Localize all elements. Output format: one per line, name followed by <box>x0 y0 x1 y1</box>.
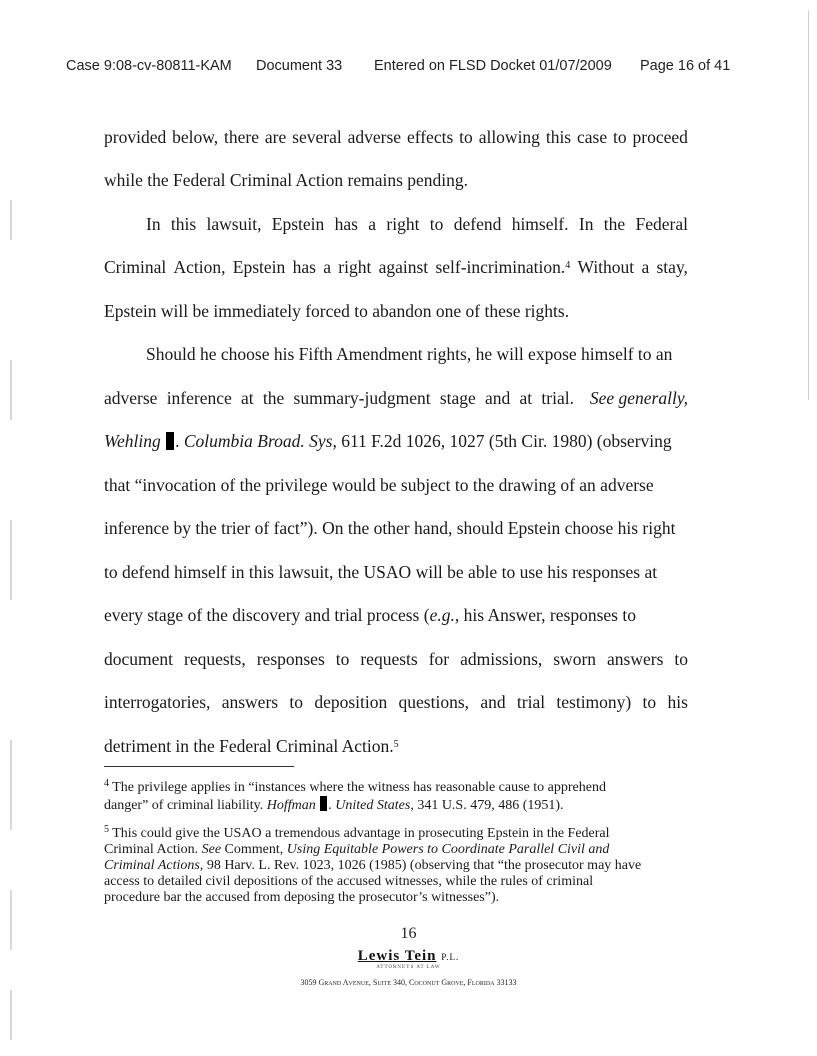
body-line-words <box>104 388 574 409</box>
footnote-5-cont <box>104 842 609 857</box>
word: right <box>338 257 372 277</box>
word: admissions, <box>460 649 543 669</box>
body-line <box>104 736 399 757</box>
citation-signal: See <box>201 842 222 857</box>
docket-entry-date: Entered on FLSD Docket 01/07/2009 <box>374 58 612 74</box>
body-line <box>104 605 636 626</box>
word: trial <box>516 692 546 712</box>
footnote-4 <box>104 780 606 795</box>
word: questions, <box>398 692 470 712</box>
word: Without <box>577 257 635 277</box>
body-line <box>104 692 688 713</box>
word: right <box>386 214 420 234</box>
word: to <box>289 692 304 712</box>
article-title: Criminal Actions, <box>104 858 204 873</box>
word: answers <box>221 692 279 712</box>
word: requests <box>360 649 418 669</box>
footnote-5-cont: procedure bar the accused from deposing the prosecutor’s witnesses”). <box>104 890 500 905</box>
word: adverse <box>104 388 158 408</box>
word: himself. <box>511 214 569 234</box>
firm-subtitle: ATTORNEYS AT LAW <box>376 965 441 970</box>
word: to <box>459 127 473 147</box>
word: this <box>170 214 197 234</box>
redaction-block <box>320 796 327 811</box>
word: Epstein <box>271 214 325 234</box>
word: Federal <box>635 214 688 234</box>
footnote-text: danger” of criminal liability. <box>104 798 267 813</box>
word: case <box>577 127 608 147</box>
word: testimony) <box>556 692 632 712</box>
body-line: inference by the trier of fact”). On the other hand, should Epstein choose his right <box>104 518 676 538</box>
body-line <box>104 649 688 670</box>
page-number: 16 <box>400 925 417 942</box>
word: at <box>519 388 533 408</box>
word: are <box>264 127 287 147</box>
word: trial. <box>541 388 574 408</box>
word: the <box>603 214 626 234</box>
body-line <box>104 257 688 278</box>
word: and <box>485 388 511 408</box>
word: his <box>667 692 688 712</box>
footnote-text: The privilege applies in “instances where the witness has reasonable cause to apprehend <box>112 780 606 795</box>
body-line: to defend himself in this lawsuit, the USAO will be able to use his responses at <box>104 562 658 582</box>
footnote-mark: 5 <box>104 824 109 835</box>
word: Action, <box>173 257 226 277</box>
word: effects <box>406 127 454 147</box>
case-name: Wehling <box>104 431 161 451</box>
word: there <box>224 127 259 147</box>
citation-text: , 611 F.2d 1026, 1027 (5th Cir. 1980) (observing <box>332 431 672 451</box>
page-edge-mark <box>808 10 809 400</box>
word: to <box>335 649 350 669</box>
word: deposition <box>314 692 388 712</box>
body-line <box>104 214 688 235</box>
word: a <box>323 257 331 277</box>
word: a <box>368 214 377 234</box>
firm-address: 3059 Grand Avenue, Suite 340, Coconut Grove, Florida 33133 <box>300 978 517 987</box>
word: has <box>292 257 316 277</box>
firm-logo <box>0 948 817 965</box>
footnote-mark: 4 <box>104 778 109 789</box>
article-title: Using Equitable Powers to Coordinate Parallel Civil and <box>286 842 610 857</box>
word: Epstein <box>232 257 286 277</box>
word: at <box>241 388 254 408</box>
word: proceed <box>632 127 688 147</box>
page-indicator: Page 16 of 41 <box>640 58 731 74</box>
footnote-text: Comment, <box>221 842 287 857</box>
word: to <box>674 649 688 669</box>
word: several <box>292 127 342 147</box>
footnote-5-cont: access to detailed civil depositions of the accused witnesses, while the rules of criminal <box>104 874 594 889</box>
body-line: Epstein will be immediately forced to abandon one of these rights. <box>104 301 570 321</box>
word: allowing <box>478 127 540 147</box>
word: responses <box>256 649 325 669</box>
word: the <box>262 388 285 408</box>
body-line: that “invocation of the privilege would be subject to the drawing of an adverse <box>104 475 654 495</box>
scan-margin-mark <box>10 360 12 420</box>
body-line: Wehling . Columbia Broad. Sys, 611 F.2d 1026, 1027 (5th Cir. 1980) (observing <box>104 431 672 451</box>
word: In <box>146 214 161 234</box>
word: for <box>428 649 450 669</box>
body-line <box>104 127 688 148</box>
word: inference <box>166 388 232 408</box>
word: self-incrimination.$^4$ <box>435 257 571 277</box>
footnote-text: , 341 U.S. 479, 486 (1951). <box>410 798 564 813</box>
footnote-4-cont: danger” of criminal liability. Hoffman . United States, 341 U.S. 479, 486 (1951). <box>104 798 564 813</box>
word: provided <box>104 127 167 147</box>
document-number: Document 33 <box>256 58 343 74</box>
footnote-text: Criminal Action. <box>104 842 202 857</box>
body-text-span: detriment in the Federal Criminal Action. <box>104 736 394 756</box>
footnote-5 <box>104 826 610 841</box>
word: adverse <box>347 127 402 147</box>
footnote-text: 98 Harv. L. Rev. 1023, 1026 (1985) (observing that “the prosecutor may have <box>203 858 642 873</box>
redaction-block <box>166 432 174 450</box>
case-name: Columbia Broad. Sys <box>183 431 333 451</box>
footnote-reference: 5 <box>393 739 399 750</box>
firm-name: Lewis Tein <box>357 948 437 964</box>
word: and <box>480 692 506 712</box>
footnote-5-cont <box>104 858 641 873</box>
word: sworn <box>553 649 597 669</box>
word: below, <box>172 127 219 147</box>
body-text-span: every stage of the discovery and trial process ( <box>104 605 430 625</box>
scan-margin-mark <box>10 740 12 830</box>
word: stay, <box>656 257 688 277</box>
scan-margin-mark <box>10 200 12 240</box>
word: a <box>641 257 650 277</box>
word: to <box>429 214 444 234</box>
body-line <box>104 388 688 409</box>
case-number: Case 9:08-cv-80811-KAM <box>66 58 232 74</box>
word: has <box>334 214 358 234</box>
case-name: Hoffman <box>266 798 316 813</box>
word: to <box>642 692 657 712</box>
case-name: United States <box>335 798 411 813</box>
word: lawsuit, <box>206 214 262 234</box>
footnote-text: This could give the USAO a tremendous advantage in prosecuting Epstein in the Federal <box>112 826 610 841</box>
word: this <box>545 127 572 147</box>
body-line: Should he choose his Fifth Amendment rights, he will expose himself to an <box>146 344 673 364</box>
word: against <box>378 257 429 277</box>
footnote-reference: 4 <box>565 260 571 271</box>
body-text-span: , his Answer, responses to <box>454 605 636 625</box>
word: stage <box>439 388 476 408</box>
word: defend <box>453 214 502 234</box>
abbreviation: e.g. <box>429 605 455 625</box>
firm-suffix: P.L. <box>441 952 460 962</box>
word: Criminal <box>104 257 167 277</box>
word: document <box>104 649 174 669</box>
citation-signal: See generally, <box>589 388 688 408</box>
footnote-divider <box>104 766 294 767</box>
word: In <box>578 214 594 234</box>
scan-margin-mark <box>10 990 12 1040</box>
body-line: while the Federal Criminal Action remains pending. <box>104 170 469 190</box>
scan-margin-mark <box>10 520 12 600</box>
word: answers <box>607 649 664 669</box>
word: to <box>613 127 627 147</box>
word: interrogatories, <box>104 692 211 712</box>
word: summary-judgment <box>293 388 431 408</box>
word: requests, <box>184 649 246 669</box>
